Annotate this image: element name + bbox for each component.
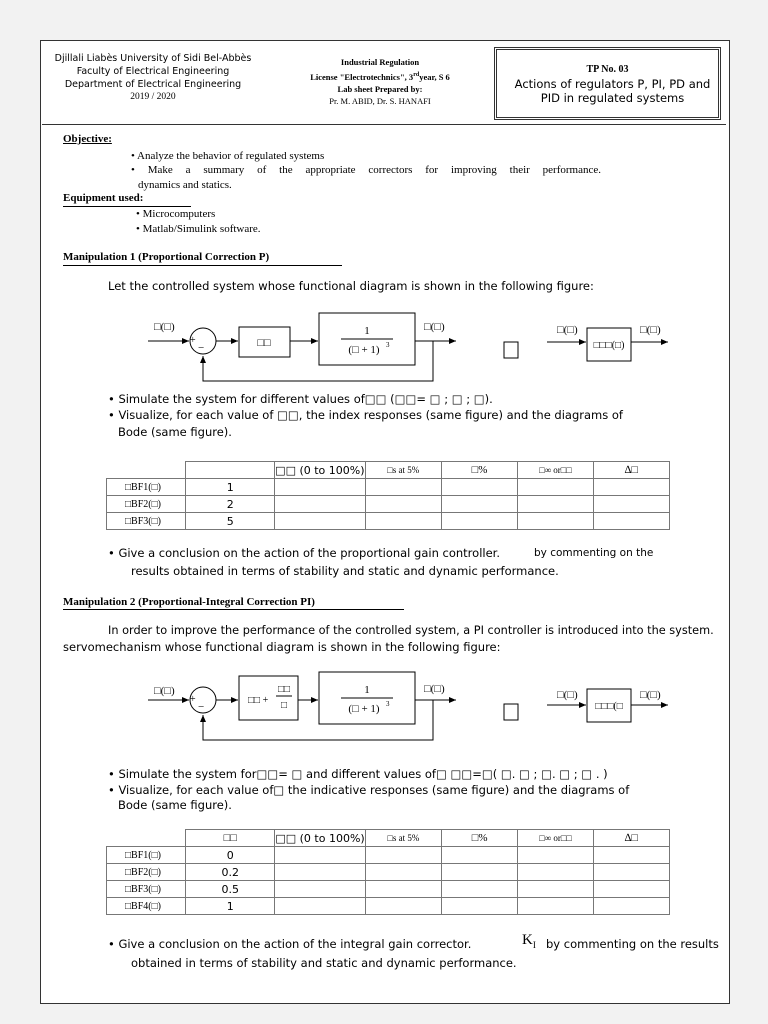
table-cell xyxy=(365,513,441,530)
m1-input-label: □(□) xyxy=(154,321,175,333)
table-cell xyxy=(365,864,441,881)
manip1-bullet-3: Bode (same figure). xyxy=(118,425,232,439)
m2-equiv-label: □□□(□ xyxy=(595,701,623,712)
equipment-item-1: • Microcomputers xyxy=(136,208,216,220)
m2-sum-plus: + xyxy=(190,694,196,705)
table-cell xyxy=(441,847,517,864)
header-left xyxy=(48,52,258,104)
m2-controller-left: □□ + xyxy=(248,695,269,706)
table-cell xyxy=(593,881,669,898)
table-cell xyxy=(593,864,669,881)
table-row xyxy=(107,898,670,915)
row-label: □BF3(□) xyxy=(107,881,186,898)
equipment-underline xyxy=(63,206,191,207)
table-cell xyxy=(441,479,517,496)
table-cell xyxy=(441,864,517,881)
m1-sum-plus: + xyxy=(190,335,196,346)
table-header: □□ (0 to 100%) xyxy=(275,831,365,845)
table-corner xyxy=(107,462,186,479)
course-name: Industrial Regulation xyxy=(340,57,420,67)
row-label: □BF1(□) xyxy=(107,847,186,864)
table-cell xyxy=(518,479,593,496)
table-cell xyxy=(593,513,669,530)
table-row xyxy=(107,513,670,530)
row-label: □BF2(□) xyxy=(107,864,186,881)
license-text: License "Electrotechnics", 3 xyxy=(310,71,414,82)
table-header: □s at 5% xyxy=(365,462,441,479)
table-header: □∞ or□□ xyxy=(518,462,593,479)
table-cell xyxy=(275,864,365,881)
m2-controller-num: □□ xyxy=(277,684,291,695)
manip2-results-table xyxy=(106,829,670,915)
m2-equivalence-glyph xyxy=(504,704,518,720)
table-header-row xyxy=(107,830,670,847)
table-cell xyxy=(518,496,593,513)
manip2-underline xyxy=(63,609,404,610)
m2-equiv-input: □(□) xyxy=(557,689,578,701)
license-suffix: year, S 6 xyxy=(419,71,450,82)
tp-title: Actions of regulators P, PI, PD and PID in regulated systems xyxy=(514,77,711,105)
m1-output-label: □(□) xyxy=(424,321,445,333)
manip1-intro: Let the controlled system whose functional diagram is shown in the following figure: xyxy=(108,279,594,293)
table-row xyxy=(107,881,670,898)
manip2-conclusion-ki xyxy=(522,932,536,950)
faculty-name: Faculty of Electrical Engineering xyxy=(76,66,230,77)
ki-symbol: K xyxy=(522,932,533,948)
manip1-bullet-2: • Visualize, for each value of □□, the index responses (same figure) and the diagrams of xyxy=(108,408,623,422)
license-line xyxy=(262,69,498,83)
m2-plant-den: (□ + 1) xyxy=(348,703,380,715)
table-cell xyxy=(518,881,593,898)
manip2-bullet-3: Bode (same figure). xyxy=(118,798,232,812)
m1-equivalence-glyph xyxy=(504,342,518,358)
row-value: 1 xyxy=(186,898,275,915)
manip1-conclusion-a: • Give a conclusion on the action of the proportional gain controller. xyxy=(108,546,500,560)
table-header: □∞ or□□ xyxy=(518,830,593,847)
table-cell xyxy=(365,898,441,915)
row-value: 0.2 xyxy=(186,864,275,881)
manip1-results-table xyxy=(106,461,670,530)
table-cell xyxy=(441,496,517,513)
table-cell xyxy=(275,898,365,915)
manip2-conclusion-b: by commenting on the results xyxy=(546,937,719,951)
table-header: □% xyxy=(441,830,517,847)
equipment-title: Equipment used: xyxy=(63,192,144,204)
m1-controller-label: □□ xyxy=(257,337,271,349)
academic-year: 2019 / 2020 xyxy=(130,92,176,102)
table-cell xyxy=(441,881,517,898)
table-cell xyxy=(365,881,441,898)
table-header: □□ xyxy=(186,830,275,847)
table-cell xyxy=(518,847,593,864)
table-row xyxy=(107,847,670,864)
table-cell xyxy=(365,479,441,496)
m2-plant-exp: 3 xyxy=(386,700,390,708)
manip1-bullet-1: • Simulate the system for different values of□□ (□□= □ ; □ ; □). xyxy=(108,392,493,406)
table-header: □s at 5% xyxy=(365,830,441,847)
table-header: □% xyxy=(441,462,517,479)
row-label: □BF2(□) xyxy=(107,496,186,513)
row-label: □BF4(□) xyxy=(107,898,186,915)
table-cell xyxy=(593,847,669,864)
m2-output-label: □(□) xyxy=(424,683,445,695)
table-corner xyxy=(107,830,186,847)
ki-subscript: I xyxy=(532,940,536,950)
manip2-conclusion-a: • Give a conclusion on the action of the integral gain corrector. xyxy=(108,937,472,951)
manip1-conclusion-c: results obtained in terms of stability and static and dynamic performance. xyxy=(131,564,559,578)
table-cell xyxy=(365,496,441,513)
m1-equiv-output: □(□) xyxy=(640,324,661,336)
row-value: 0.5 xyxy=(186,881,275,898)
m1-plant-exp: 3 xyxy=(386,341,390,349)
manip2-conclusion-c: obtained in terms of stability and static and dynamic performance. xyxy=(131,956,517,970)
header-divider xyxy=(42,124,726,125)
tp-number: TP No. 03 xyxy=(586,64,629,75)
manip1-conclusion-b: by commenting on the xyxy=(534,547,654,559)
objective-item-3: dynamics and statics. xyxy=(138,179,232,191)
table-cell xyxy=(518,864,593,881)
table-row xyxy=(107,496,670,513)
table-header: ∆□ xyxy=(593,830,669,847)
table-header-row xyxy=(107,462,670,479)
objective-title: Objective: xyxy=(63,133,112,145)
department-name: Department of Electrical Engineering xyxy=(64,79,242,90)
row-value: 1 xyxy=(186,479,275,496)
equipment-item-2: • Matlab/Simulink software. xyxy=(136,223,261,235)
table-cell xyxy=(593,898,669,915)
table-cell xyxy=(275,881,365,898)
m2-plant-num: 1 xyxy=(364,684,370,696)
table-header: □□ (0 to 100%) xyxy=(275,463,365,477)
manip2-intro-2: servomechanism whose functional diagram is shown in the following figure: xyxy=(63,640,501,654)
m2-sum-minus: − xyxy=(198,701,205,713)
objective-item-2: • Make a summary of the appropriate correctors for improving their performance. xyxy=(131,164,601,176)
row-value: 5 xyxy=(186,513,275,530)
table-cell xyxy=(441,513,517,530)
m1-plant-num: 1 xyxy=(364,325,370,337)
manip1-title: Manipulation 1 (Proportional Correction P) xyxy=(63,251,270,263)
m2-controller-den: □ xyxy=(280,700,288,711)
manip2-bullet-1: • Simulate the system for□□= □ and different values of□ □□=□( □. □ ; □. □ ; □ . ) xyxy=(108,767,608,781)
row-label: □BF3(□) xyxy=(107,513,186,530)
manip2-bullet-2: • Visualize, for each value of□ the indicative responses (same figure) and the diagrams of xyxy=(108,783,630,797)
prepared-by: Lab sheet Prepared by: xyxy=(337,83,423,94)
table-cell xyxy=(275,479,366,496)
table-row xyxy=(107,864,670,881)
row-value: 2 xyxy=(186,496,275,513)
manip1-block-diagram xyxy=(140,306,720,388)
manip2-title: Manipulation 2 (Proportional-Integral Correction PI) xyxy=(63,596,315,608)
manip2-intro-1: In order to improve the performance of the controlled system, a PI controller is introduced into the system. xyxy=(108,624,714,637)
row-value: 0 xyxy=(186,847,275,864)
table-cell xyxy=(518,513,593,530)
m2-input-label: □(□) xyxy=(154,685,175,697)
license-sup: rd xyxy=(413,71,420,78)
m1-plant-den: (□ + 1) xyxy=(348,344,380,356)
m1-equiv-input: □(□) xyxy=(557,324,578,336)
m2-equiv-output: □(□) xyxy=(640,689,661,701)
table-cell xyxy=(593,496,669,513)
table-cell xyxy=(275,513,366,530)
objective-item-1: • Analyze the behavior of regulated systems xyxy=(131,150,325,162)
table-cell xyxy=(518,898,593,915)
table-cell xyxy=(365,847,441,864)
m1-equiv-label: □□□(□) xyxy=(593,340,625,351)
table-cell xyxy=(275,847,365,864)
manip1-underline xyxy=(63,265,342,266)
table-row xyxy=(107,479,670,496)
authors: Pr. M. ABID, Dr. S. HANAFI xyxy=(329,96,431,107)
m1-sum-minus: − xyxy=(198,342,205,354)
table-header xyxy=(186,462,275,479)
university-name: Djillali Liabès University of Sidi Bel-Abbès xyxy=(54,53,252,64)
row-label: □BF1(□) xyxy=(107,479,186,496)
manip2-block-diagram xyxy=(140,670,720,752)
table-cell xyxy=(593,479,669,496)
table-header: ∆□ xyxy=(593,462,669,479)
header-middle xyxy=(262,56,498,108)
table-cell xyxy=(441,898,517,915)
table-cell xyxy=(275,496,366,513)
